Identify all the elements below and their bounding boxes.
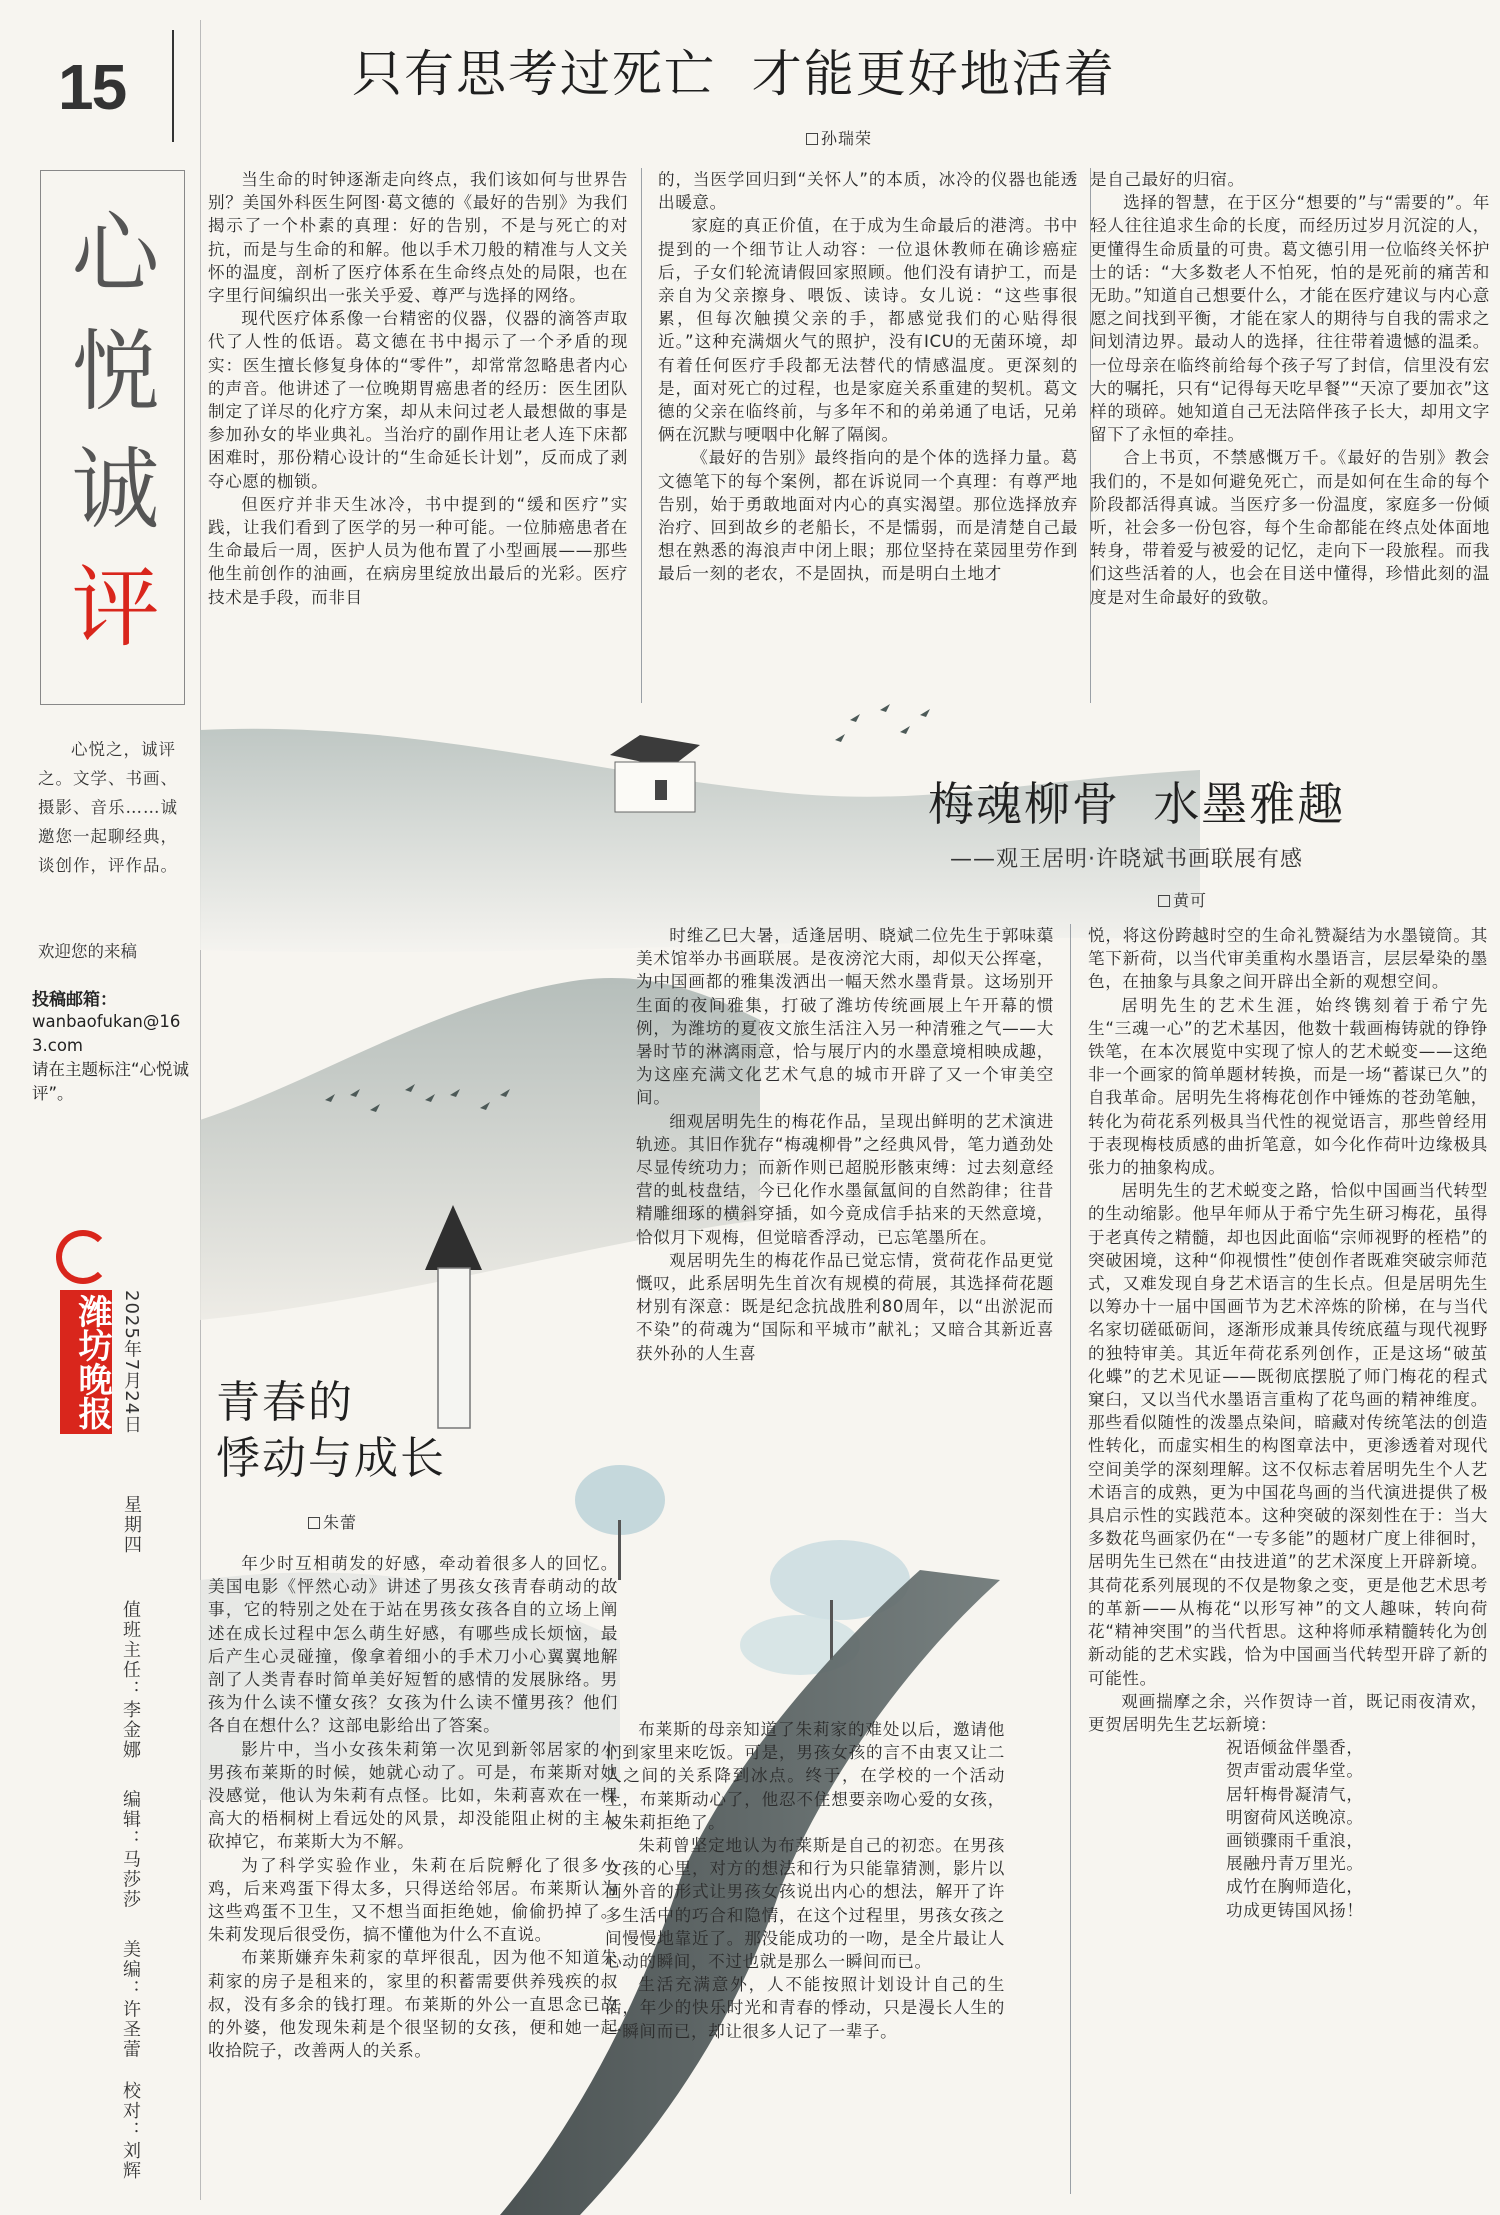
section-char-2: 悦 [71,320,160,423]
email-note: 请在主题标注“心悦诚评”。 [32,1060,190,1103]
staff-list [118,1600,142,2181]
poem-line: 明窗荷风送晚凉。 [1226,1807,1364,1827]
article3-byline [308,1510,357,1533]
poem [1088,1736,1488,1922]
newspaper-logo [60,1290,112,1434]
paragraph: 生活充满意外，人不能按照计划设计自己的生活，年少的快乐时光和青春的悸动，只是漫长人生的一瞬间而已，却让很多人记了一辈子。 [605,1975,1005,2041]
staff-name: 李金娜 [120,1700,141,1760]
article3-author: 朱蕾 [323,1513,358,1532]
article1-col2 [658,168,1078,586]
paragraph: 为了科学实验作业，朱莉在后院孵化了很多小鸡，后来鸡蛋下得太多，只得送给邻居。布莱斯认为这些鸡蛋不卫生，又不想当面拒绝她，偷偷扔掉了。朱莉发现后很受伤，搞不懂他为什么不直说。 [208,1855,618,1945]
article1-col1 [208,168,628,609]
article1-col3 [1090,168,1490,609]
masthead-date [118,1290,144,1470]
paragraph: 观画揣摩之余，兴作贺诗一首，既记雨夜清欢，更贺居明先生艺坛新境： [1088,1691,1488,1734]
staff-name: 马莎莎 [120,1849,141,1910]
article2-subtitle: ——观王居明·许晓斌书画联展有感 [950,847,1303,872]
article3-title-line2: 悸动与成长 [216,1433,446,1484]
section-char-1: 心 [71,202,160,305]
paragraph: 现代医疗体系像一台精密的仪器，仪器的滴答声取代了人性的低语。葛文德在书中揭示了一个矛盾的现实：医生擅长修复身体的“零件”，却常常忽略患者内心的声音。他讲述了一位晚期胃癌患者的经历：医生团队制定了详尽的化疗方案，却从未问过老人最想做的事是参加孙女的毕业典礼。当治疗的副作用让老人连下床都困难时，那份精心设计的“生命延长计划”，反而成了剥夺心愿的枷锁。 [208,309,628,491]
poem-line: 画锁骤雨千重浪， [1226,1830,1364,1850]
email-address[interactable]: wanbaofukan@163.com [32,1012,181,1055]
newspaper-logo-icon [56,1230,110,1284]
issue-weekday: 星期四 [121,1495,142,1555]
poem-line: 祝语倾盆伴墨香， [1226,1738,1364,1758]
paragraph: 当生命的时钟逐渐走向终点，我们该如何与世界告别？美国外科医生阿图·葛文德的《最好的告别》为我们揭示了一个朴素的真理：好的告别，不是与死亡的对抗，而是与生命的和解。他以手术刀般的精准与人文关怀的温度，剖析了医疗体系在生命终点处的局限，也在字里行间编织出一张关乎爱、尊严与选择的网络。 [208,170,628,306]
paragraph: 观居明先生的梅花作品已觉忘情，赏荷花作品更觉慨叹，此系居明先生首次有规模的荷展，其选择荷花题材别有深意：既是纪念抗战胜利80周年，以“出淤泥而不染”的荷魂为“国际和平城市”献礼；又暗合其新近喜获外孙的人生喜 [636,1250,1054,1363]
paragraph: 选择的智慧，在于区分“想要的”与“需要的”。年轻人往往追求生命的长度，而经历过岁月沉淀的人，更懂得生命质量的可贵。葛文德引用一位临终关怀护士的话：“大多数老人不怕死，怕的是死前的痛苦和无助。”知道自己想要什么，才能在医疗建议与内心意愿之间找到平衡，才能在家人的期待与自我的需求之间划清边界。最动人的选择，往往带着遗憾的温柔。一位母亲在临终前给每个孩子写了封信，信里没有宏大的嘱托，只有“记得每天吃早餐”“天凉了要加衣”这样的琐碎。她知道自己无法陪伴孩子长大，却用文字留下了永恒的牵挂。 [1090,193,1490,445]
section-char-4: 评 [71,556,160,659]
staff-role: 校对： [120,2081,141,2142]
paragraph: 布莱斯的母亲知道了朱莉家的难处以后，邀请他们到家里来吃饭。可是，男孩女孩的言不由衷又让二人之间的关系降到冰点。终于，在学校的一个活动上，布莱斯动心了，他忍不住想要亲吻心爱的女孩，被朱莉拒绝了。 [605,1720,1005,1832]
article3-title [216,1375,446,1487]
article3-col1 [208,1552,618,2062]
article2-col1 [636,924,1054,1365]
paragraph: 居明先生的艺术生涯，始终镌刻着于希宁先生“三魂一心”的艺术基因，他数十载画梅铸就的铮铮铁笔，在本次展览中实现了惊人的艺术蜕变——这绝非一个画家的简单题材转换，而是一场“蓄谋已久”的自我革命。居明先生将梅花创作中锤炼的苍劲笔触，转化为荷花系列极具当代性的视觉语言，那些曾经用于表现梅枝质感的曲折笔意，如今化作荷叶边缘极具张力的抽象构成。 [1088,995,1488,1178]
issue-date: 2025年7月24日 [121,1290,142,1435]
masthead-weekday [118,1495,144,1555]
section-intro: 心悦之，诚评之。文学、书画、摄影、音乐……诚邀您一起聊经典，谈创作，评作品。 [38,740,178,875]
paragraph: 《最好的告别》最终指向的是个体的选择力量。葛文德笔下的每个案例，都在诉说同一个真理：有尊严地告别，始于勇敢地面对内心的真实渴望。那位选择放弃治疗、回到故乡的老船长，不是懦弱，而是清楚自己最想在熟悉的海浪声中闭上眼；那位坚持在菜园里劳作到最后一刻的老农，不是固执，而是明白土地才 [658,448,1078,584]
paragraph: 影片中，当小女孩朱莉第一次见到新邻居家的小男孩布莱斯的时候，她就心动了。可是，布莱斯对她没感觉，他认为朱莉有点怪。比如，朱莉喜欢在一棵高大的梧桐树上看远处的风景，却没能阻止树的主人砍掉它，布莱斯大为不解。 [208,1739,618,1852]
paragraph: 悦，将这份跨越时空的生命礼赞凝结为水墨镜筒。其笔下新荷，以当代审美重构水墨语言，层层晕染的墨色，在抽象与具象之间开辟出全新的观想空间。 [1088,926,1488,992]
staff-role: 美编： [120,1939,141,2000]
article1-author: 孙瑞荣 [821,129,873,148]
section-title [58,195,173,667]
paragraph: 合上书页，不禁感慨万千。《最好的告别》教会我们的，不是如何避免死亡，而是如何在生命的每个阶段都活得真诚。当医疗多一份温度，家庭多一份倾听，社会多一份包容，每个生命都能在终点处体面地转身，带着爱与被爱的记忆，走向下一段旅程。而我们这些活着的人，也会在目送中懂得，珍惜此刻的温度是对生命最好的致敬。 [1090,448,1490,607]
staff-name: 许圣蕾 [120,1999,141,2060]
article1-title: 只有思考过死亡 才能更好地活着 [352,45,1116,103]
staff-role: 编辑： [120,1789,141,1850]
paragraph: 家庭的真正价值，在于成为生命最后的港湾。书中提到的一个细节让人动容：一位退休教师在确诊癌症后，子女们轮流请假回家照顾。他们没有请护工，而是亲自为父亲擦身、喂饭、读诗。女儿说：“这些事很累，但每次触摸父亲的手，都感觉我们的心贴得很近。”这种充满烟火气的照护，没有ICU的无菌环境，却有着任何医疗手段都无法替代的情感温度。更深刻的是，面对死亡的过程，也是家庭关系重建的契机。葛文德的父亲在临终前，与多年不和的弟弟通了电话，兄弟俩在沉默与哽咽中化解了隔阂。 [658,216,1078,445]
poem-line: 居轩梅骨凝清气， [1226,1784,1364,1804]
page-number: 15 [58,51,126,123]
paragraph: 是自己最好的归宿。 [1090,170,1245,189]
article3-title-line1: 青春的 [216,1377,354,1428]
article2-byline [1158,888,1207,911]
poem-line: 贺声雷动震华堂。 [1226,1761,1364,1781]
poem-line: 展融丹青万里光。 [1226,1854,1364,1874]
staff-name: 刘辉 [120,2141,141,2182]
logo-text: 潍坊晚报 [72,1294,112,1430]
paragraph: 朱莉曾坚定地认为布莱斯是自己的初恋。在男孩女孩的心里，对方的想法和行为只能靠猜测，影片以画外音的形式让男孩女孩说出内心的想法，解开了许多生活中的巧合和隐情，在这个过程里，男孩女孩之间慢慢地靠近了。那没能成功的一吻，是全片最让人心动的瞬间，不过也就是那么一瞬间而已。 [605,1836,1005,1972]
article2-col2 [1088,924,1488,1922]
paragraph: 细观居明先生的梅花作品，呈现出鲜明的艺术演进轨迹。其旧作犹存“梅魂柳骨”之经典风骨，笔力遒劲处尽显传统功力；而新作则已超脱形骸束缚：过去刻意经营的虬枝盘结，今已化作水墨氤氲间的自然韵律；往昔精雕细琢的横斜穿插，如今竟成信手拈来的天然意境，恰似月下观梅，但觉暗香浮动，已忘笔墨所在。 [636,1111,1054,1247]
email-label: 投稿邮箱： [32,990,117,1010]
poem-line: 成竹在胸师造化， [1226,1877,1364,1897]
article2-author: 黄可 [1173,891,1208,910]
staff-role: 值班主任： [120,1600,141,1700]
section-char-3: 诚 [71,438,160,541]
paragraph: 时维乙巳大暑，适逢居明、晓斌二位先生于郭味蕖美术馆举办书画联展。是夜滂沱大雨，却似天公挥毫，为中国画都的雅集泼洒出一幅天然水墨背景。这场别开生面的夜间雅集，打破了潍坊传统画展上午开幕的惯例，为潍坊的夏夜文旅生活注入另一种清雅之气——大暑时节的淋漓雨意，恰与展厅内的水墨意境相映成趣，为这座充满文化艺术气息的城市开辟了又一个审美空间。 [636,926,1054,1108]
paragraph: 布莱斯嫌弃朱莉家的草坪很乱，因为他不知道朱莉家的房子是租来的，家里的积蓄需要供养残疾的叔叔，没有多余的钱打理。布莱斯的外公一直思念已故的外婆，他发现朱莉是个很坚韧的女孩，便和她一起收拾院子，改善两人的关系。 [208,1948,618,2061]
article2-title: 梅魂柳骨 水墨雅趣 [928,777,1346,831]
poem-line: 功成更铸国风扬！ [1226,1900,1364,1920]
article3-col2 [605,1718,1005,2043]
paragraph: 的，当医学回归到“关怀人”的本质，冰冷的仪器也能透出暖意。 [658,170,1078,213]
article1-byline [806,126,872,149]
paragraph: 居明先生的艺术蜕变之路，恰似中国画当代转型的生动缩影。他早年师从于希宁先生研习梅花，虽得于老真传之精髓，却也因此面临“宗师视野的桎梏”的突破困境，这种“仰视惯性”使创作者既难突破宗师范式，又难发现自身艺术语言的生长点。但是居明先生以筹办十一届中国画节为艺术淬炼的阶梯，在与当代名家切磋砥砺间，逐渐形成兼具传统底蕴与现代视野的独特审美。其近年荷花系列创作，正是这场“破茧化蝶”的艺术见证——既彻底摆脱了师门梅花的程式窠臼，又以当代水墨语言重构了花鸟画的精神维度。那些看似随性的泼墨点染间，暗藏对传统笔法的创造性转化，而虚实相生的构图章法中，更渗透着对现代空间美学的深刻理解。这不仅标志着居明先生个人艺术语言的成熟，更为中国花鸟画的当代演进提供了极具启示性的实践范本。这种突破的深刻性在于：当大多数花鸟画家仍在“一专多能”的题材广度上徘徊时，居明先生已然在“由技进道”的艺术深度上开辟新境。其荷花系列展现的不仅是物象之变，更是他艺术思考的革新——从梅花“以形写神”的文人趣味，转向荷花“精神突围”的当代哲思。这种将师承精髓转化为创新动能的艺术实践，恰为中国画当代转型开辟了新的可能性。 [1088,1181,1488,1688]
paragraph: 但医疗并非天生冰冷，书中提到的“缓和医疗”实践，让我们看到了医学的另一种可能。一位肺癌患者在生命最后一周，医护人员为他布置了小型画展——那些他生前创作的油画，在病房里绽放出最后的光彩。医疗技术是手段，而非目 [208,494,628,607]
house-icon [610,735,700,812]
paragraph: 年少时互相萌发的好感，牵动着很多人的回忆。美国电影《怦然心动》讲述了男孩女孩青春萌动的故事，它的特别之处在于站在男孩女孩各自的立场上阐述在成长过程中怎么萌生好感，有哪些成长烦恼，最后产生心灵碰撞，像拿着细小的手术刀小心翼翼地解剖了人类青春时简单美好短暂的感情的发展脉络。男孩为什么读不懂女孩？女孩为什么读不懂男孩？他们各自在想什么？这部电影给出了答案。 [208,1554,618,1736]
section-welcome: 欢迎您的来稿 [38,942,137,961]
